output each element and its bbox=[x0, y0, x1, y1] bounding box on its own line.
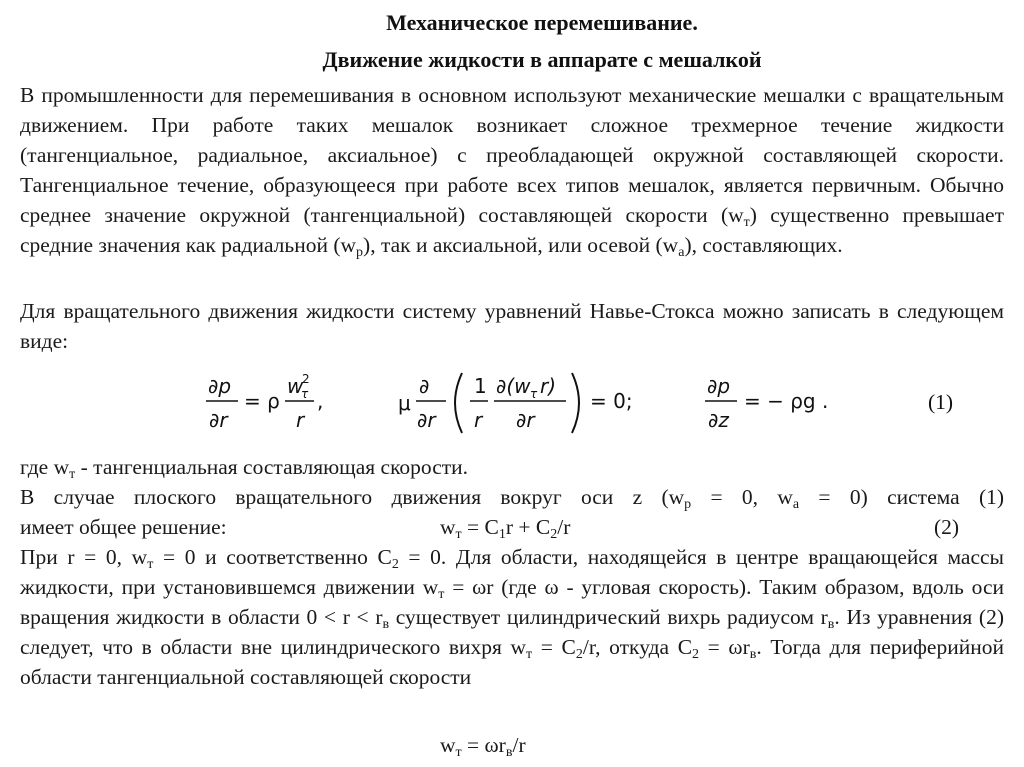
where-line: где $w_т$ - тангенциальная составляющая скорости. bbox=[20, 455, 469, 482]
equation-1-number: (1) bbox=[928, 390, 954, 414]
vortex-paragraph: При r = 0, $w_т = 0$ и соответственно $C_2 = 0$. Для области, находящейся в центре вращающейся массы жидкости, при установившемся движении $w_т = \omega r$ (где ω - угловая скорость). Таким образом, вдоль оси вращения жидкости в области $0 < r < r_в$ существует цилиндрический вихрь радиусом $r_в$. Из уравнения (2) следует, что в области вне цилиндрического вихря $w_т = C_2/r$, откуда $C_2 = \omega r_в$. Тогда для периферийной области тангенциальной составляющей скорости bbox=[20, 545, 1005, 689]
equation-2-number: (2) bbox=[934, 515, 960, 539]
final-equation: $w_т = \omega r_в/r$ bbox=[440, 733, 526, 760]
svg-text:r: r bbox=[474, 408, 483, 432]
general-solution-label: имеет общее решение: bbox=[20, 515, 227, 539]
svg-text:= − ρg .: = − ρg . bbox=[744, 389, 829, 413]
svg-text:∂r: ∂r bbox=[516, 408, 535, 432]
svg-text:∂r: ∂r bbox=[417, 408, 436, 432]
svg-text:,: , bbox=[317, 389, 324, 413]
slide-title-line1: Механическое перемешивание. bbox=[386, 10, 698, 35]
svg-text:r): r) bbox=[540, 374, 557, 398]
svg-text:τ: τ bbox=[301, 387, 309, 401]
svg-text:r: r bbox=[296, 408, 305, 432]
equation-1-formula bbox=[0, 365, 1024, 440]
plane-motion-line: В случае плоского вращательного движения вокруг оси z ($w_р = 0$, $w_а = 0$) система (1) bbox=[20, 485, 1005, 512]
intro-paragraph: В промышленности для перемешивания в основном используют механические мешалки с вращательным движением. При работе таких мешалок возникает сложное трехмерное течение жидкости (тангенциальное, радиальное, аксиальное) с преобладающей окружной составляющей скорости. Тангенциальное течение, образующееся при работе всех типов мешалок, является первичным. Обычно среднее значение окружной (тангенциальной) составляющей скорости $(w_т)$ существенно превышает средние значения как радиальной $(w_р)$, так и аксиальной, или осевой $(w_а)$, составляющих. bbox=[20, 83, 1004, 260]
svg-text:∂r: ∂r bbox=[209, 408, 228, 432]
svg-text:∂z: ∂z bbox=[708, 408, 729, 432]
svg-text:μ: μ bbox=[398, 391, 411, 415]
svg-text:= ρ: = ρ bbox=[244, 389, 280, 413]
equation-2-formula: $w_т = C_1r + C_2/r$ bbox=[440, 515, 571, 542]
svg-text:w: w bbox=[287, 374, 304, 398]
svg-text:= 0;: = 0; bbox=[590, 389, 633, 413]
navier-stokes-paragraph: Для вращательного движения жидкости систему уравнений Навье-Стокса можно записать в следующем виде: bbox=[20, 299, 1004, 353]
svg-text:∂(w: ∂(w bbox=[496, 374, 531, 398]
svg-text:∂p: ∂p bbox=[707, 374, 731, 398]
slide-title-line2: Движение жидкости в аппарате с мешалкой bbox=[322, 47, 762, 72]
svg-text:∂: ∂ bbox=[419, 374, 430, 398]
equation-1 bbox=[0, 365, 1024, 440]
svg-text:2: 2 bbox=[302, 372, 310, 386]
svg-text:∂p: ∂p bbox=[208, 374, 232, 398]
svg-text:1: 1 bbox=[474, 374, 487, 398]
svg-text:τ: τ bbox=[530, 387, 538, 401]
